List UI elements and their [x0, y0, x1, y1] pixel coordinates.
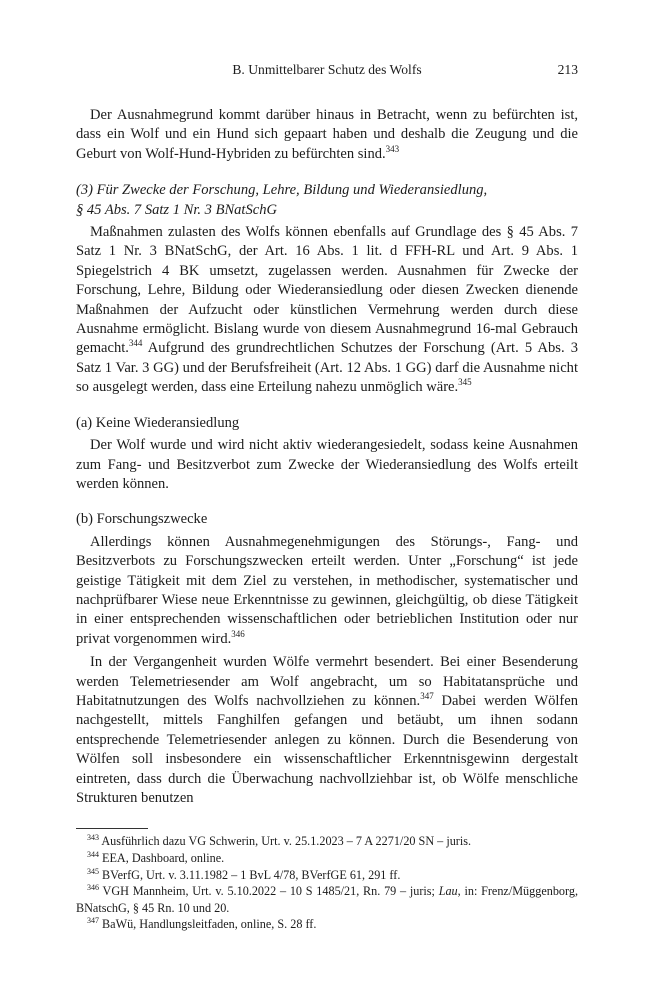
section-heading-b: (b) Forschungszwecke — [76, 511, 208, 528]
footnote-ref-344[interactable]: 344 — [128, 338, 143, 349]
running-head-title: B. Unmittelbarer Schutz des Wolfs — [232, 62, 422, 77]
running-head — [76, 62, 578, 82]
page — [76, 62, 578, 933]
footnote-346: $^{346}$ VGH Mannheim, Urt. v. 5.10.2022 – 10 S 1485/21, Rn. 79 – juris; Lau, in: Frenz/Müggenborg, BNatschG, § 45 Rn. 10 und 20. — [76, 883, 579, 915]
section-heading-3-line1: (3) Für Zwecke der Forschung, Lehre, Bildung und Wiederansiedlung, — [76, 182, 488, 199]
paragraph-intro: Der Ausnahmegrund kommt darüber hinaus in Betracht, wenn zu befürchten ist, dass ein Wolf und ein Hund sich gepaart haben und deshalb die Zeugung und die Geburt von Wolf-Hund-Hybriden zu befürchten sind.$^{343}$ — [76, 107, 578, 162]
footnotes — [76, 833, 578, 933]
footnote-343: $^{343}$ Ausführlich dazu VG Schwerin, Urt. v. 25.1.2023 – 7 A 2271/20 SN – juris. — [87, 833, 472, 849]
footnote-345: $^{345}$ BVerfG, Urt. v. 3.11.1982 – 1 BvL 4/78, BVerfGE 61, 291 ff. — [87, 866, 401, 882]
section-heading-3 — [76, 181, 578, 220]
section-heading-3-line2: § 45 Abs. 7 Satz 1 Nr. 3 BNatSchG — [76, 201, 277, 218]
paragraph-3a: Maßnahmen zulasten des Wolfs können ebenfalls auf Grundlage des § 45 Abs. 7 Satz 1 Nr. 3 BNatSchG, der Art. 16 Abs. 1 lit. d FFH-RL und Art. 9 Abs. 1 Spiegelstrich 4 BK umsetzt, zugelassen werden. Ausnahmen für Zwecke der Forschung, Lehre, Bildung oder Wiederansiedlung oder diesen Zwecken dienende Maßnahmen der Aufzucht oder künstlichen Vermehrung werden durch diese Ausnahme ermöglicht. Bislang wurde von diesem Ausnahmegrund 16-mal Gebrauch gemacht.$^{344}$ Aufgrund des grundrechtlichen Schutzes der Forschung (Art. 5 Abs. 3 Satz 1 Var. 3 GG) und der Berufsfreiheit (Art. 12 Abs. 1 GG) darf die Ausnahme nicht so ausgelegt werden, dass eine Erteilung nahezu unmöglich wäre.$^{345}$ — [76, 224, 578, 396]
footnote-ref-347[interactable]: 347 — [420, 690, 434, 701]
paragraph-b1: Allerdings können Ausnahmegenehmigungen des Störungs-, Fang- und Besitzverbots zu Forschungszwecken erteilt werden. Unter „Forschung“ ist jede geistige Tätigkeit mit dem Ziel zu verstehen, in methodischer, systematischer und nachprüfbarer Wiese neue Erkenntnisse zu gewinnen, gleichgültig, ob diese Tätigkeit in einer entsprechenden wissenschaftlichen oder betrieblichen Institution oder nur privat vorgenommen wird.$^{346}$ — [76, 533, 578, 647]
paragraph-b2: In der Vergangenheit wurden Wölfe vermehrt besendert. Bei einer Besenderung werden Telemetriesender am Wolf angebracht, um so Habitatansprüche und Habitatnutzungen des Wolfs nachvollziehen zu können.$^{347}$ Dabei werden Wölfen nachgestellt, mittels Fanghilfen gefangen und betäubt, um ihnen sodann entsprechende Telemetriesender anlegen zu können. Durch die Besenderung von Wölfen soll insbesondere ein wissenschaftlicher Erkenntnisgewinn dergestalt eintreten, dass durch die Überwachung nachvollziehbar ist, ob Wölfe menschliche Strukturen benutzen — [76, 654, 578, 806]
section-heading-a: (a) Keine Wiederansiedlung — [76, 414, 240, 431]
footnote-ref-345[interactable]: 345 — [458, 377, 472, 388]
footnote-347: $^{347}$ BaWü, Handlungsleitfaden, online, S. 28 ff. — [87, 916, 317, 932]
page-number: 213 — [557, 62, 578, 77]
footnote-344: $^{344}$ EEA, Dashboard, online. — [87, 850, 225, 865]
footnote-ref-343[interactable]: 343 — [385, 143, 400, 154]
footnote-ref-346[interactable]: 346 — [231, 628, 245, 639]
footnote-divider — [76, 828, 148, 829]
paragraph-a: Der Wolf wurde und wird nicht aktiv wiederangesiedelt, sodass keine Ausnahmen zum Fang- und Besitzverbot zum Zwecke der Wiederansiedlung des Wolfs erteilt werden können. — [76, 437, 578, 492]
